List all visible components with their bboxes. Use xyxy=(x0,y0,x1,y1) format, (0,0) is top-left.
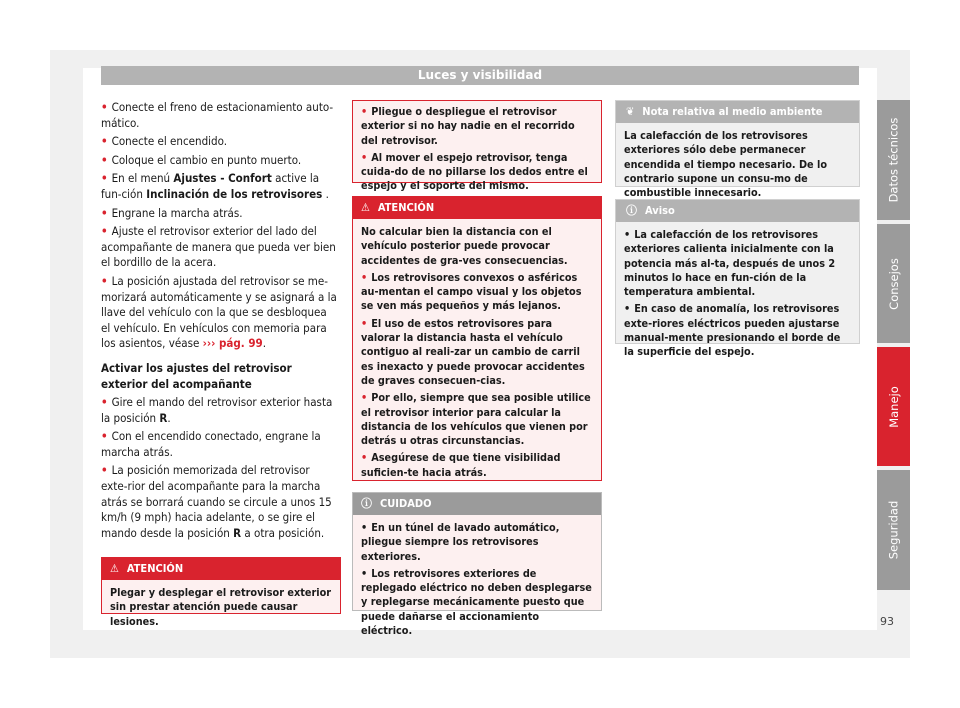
bullet-icon: • xyxy=(361,105,368,118)
list-item: • La calefacción de los retrovisores exteriores calienta inicialmente con la potencia más al-ta, después de unos 2 minutos lo hace en fun-ción de la temperatura ambiental. xyxy=(624,228,836,299)
bullet-icon: • xyxy=(624,302,631,316)
warning-intro: No calcular bien la distancia con el vehículo posterior puede provocar accidentes de gra-ves consecuencias. xyxy=(361,225,568,267)
list-item: • La posición ajustada del retrovisor se me-morizará automáticamente y se asignará a la llave del vehículo con la que se desbloquea el vehículo. En vehículos con memoria para los asientos, véase ››› pág. 99. xyxy=(101,273,337,351)
list-item: • Gire el mando del retrovisor exterior hasta la posición R. xyxy=(101,395,333,425)
list-item: • Al mover el espejo retrovisor, tenga cuida-do de no pillarse los dedos entre el espejo y el soporte del mismo. xyxy=(361,150,588,193)
list-item: • Asegúrese de que tiene visibilidad suficien-te hacia atrás. xyxy=(361,451,561,479)
list-item: • En un túnel de lavado automático, pliegue siempre los retrovisores exteriores. xyxy=(361,521,560,563)
list-item: • Coloque el cambio en punto muerto. xyxy=(101,152,302,167)
info-icon: ⓘ xyxy=(626,204,637,217)
list-item: • La posición memorizada del retrovisor exte-rior del acompañante para la marcha atrás se borrará cuando se circule a unos 15 km/h (9 mph) hacia adelante, o se gire el mando desde la posición R a otra posición. xyxy=(101,463,332,540)
leaf-icon: ❦ xyxy=(626,105,635,118)
bullet-icon: • xyxy=(101,171,108,186)
page-number: 93 xyxy=(880,615,894,628)
menu-name: Ajustes - Confort xyxy=(173,171,272,186)
warning-header: ⚠ ATENCIÓN xyxy=(102,558,340,580)
bullet-icon: • xyxy=(361,451,368,465)
aviso-header: ⓘ Aviso xyxy=(616,200,859,222)
tab-label: Datos técnicos xyxy=(886,117,901,203)
list-item: • En el menú Ajustes - Confort active la fun-ción Inclinación de los retrovisores . xyxy=(101,171,329,201)
list-item: • Pliegue o despliegue el retrovisor exterior si no hay nadie en el recorrido del retrovisor. xyxy=(361,105,575,147)
bullet-icon: • xyxy=(101,273,108,288)
bullet-icon: • xyxy=(101,100,108,114)
list-item: • Engrane la marcha atrás. xyxy=(101,205,243,220)
page-reference-link[interactable]: ››› pág. 99 xyxy=(202,336,263,351)
warning-triangle-icon: ⚠ xyxy=(361,201,370,214)
environment-note-header: ❦ Nota relativa al medio ambiente xyxy=(616,101,859,123)
warning-text: Plegar y desplegar el retrovisor exterior sin prestar atención puede causar lesiones. xyxy=(110,586,332,628)
environment-note-text: La calefacción de los retrovisores exteriores sólo debe permanecer encendida el tiempo necesario. De lo contrario supone un consu-mo de combustible innecesario. xyxy=(624,129,828,200)
bullet-icon: • xyxy=(361,521,368,534)
bullet-icon: • xyxy=(101,134,108,149)
warning-triangle-icon: ⚠ xyxy=(110,562,119,575)
warning-header: ⚠ ATENCIÓN xyxy=(353,197,601,219)
function-name: Inclinación de los retrovisores xyxy=(146,186,323,201)
bullet-icon: • xyxy=(361,566,368,580)
subheading: Activar los ajustes del retrovisor exterior del acompañante xyxy=(101,360,292,391)
tab-label: Manejo xyxy=(886,385,901,428)
list-item: • Por ello, siempre que sea posible utilice el retrovisor interior para calcular la distancia de los vehículos que vienen por detrás u otras circunstancias. xyxy=(361,391,591,448)
tab-consejos[interactable] xyxy=(877,224,910,343)
bullet-icon: • xyxy=(361,270,368,284)
column-1 xyxy=(101,100,339,544)
list-item: • Los retrovisores exteriores de replegado eléctrico no deben desplegarse y replegarse mecánicamente puesto que puede dañarse el accionamiento eléctrico. xyxy=(361,566,592,638)
environment-note-box xyxy=(615,100,860,200)
aviso-box xyxy=(615,199,860,359)
bullet-icon: • xyxy=(101,224,108,239)
tab-datos-tecnicos[interactable] xyxy=(877,100,910,220)
bullet-icon: • xyxy=(101,429,108,444)
warning-box-continued xyxy=(352,100,602,193)
warning-box xyxy=(101,557,341,628)
caution-header: ⓘ CUIDADO xyxy=(353,493,601,515)
list-item: • El uso de estos retrovisores para valorar la distancia hasta el vehículo contiguo al reali-zar un cambio de carril es inexacto y puede provocar accidentes de graves consecuen-cias. xyxy=(361,316,585,387)
bullet-icon: • xyxy=(101,152,108,167)
bullet-icon: • xyxy=(624,228,631,241)
list-item: • En caso de anomalía, los retrovisores exte-riores eléctricos pueden ajustarse manual-mente presionando el borde de la superficie del espejo. xyxy=(624,302,841,359)
list-item: • Conecte el encendido. xyxy=(101,134,227,149)
tab-seguridad[interactable] xyxy=(877,470,910,590)
warning-box xyxy=(352,196,602,481)
section-header: Luces y visibilidad xyxy=(101,66,859,85)
tab-manejo[interactable] xyxy=(877,347,910,466)
tab-label: Consejos xyxy=(886,257,901,310)
bullet-icon: • xyxy=(101,463,108,478)
bullet-icon: • xyxy=(101,205,108,220)
bullet-icon: • xyxy=(361,150,368,164)
list-item: • Ajuste el retrovisor exterior del lado del acompañante de manera que pueda ver bien el bordillo de la acera. xyxy=(101,224,336,270)
caution-box xyxy=(352,492,602,638)
bullet-icon: • xyxy=(361,391,368,405)
list-item: • Los retrovisores convexos o asféricos au-mentan el campo visual y los objetos se ven más pequeños y más lejanos. xyxy=(361,270,582,313)
bullet-icon: • xyxy=(101,395,108,410)
info-circle-icon: ⓘ xyxy=(361,497,372,510)
bullet-icon: • xyxy=(361,316,368,330)
tab-label: Seguridad xyxy=(886,500,901,560)
list-item: • Con el encendido conectado, engrane la marcha atrás. xyxy=(101,429,321,459)
list-item: • Conecte el freno de estacionamiento auto-mático. xyxy=(101,100,334,130)
